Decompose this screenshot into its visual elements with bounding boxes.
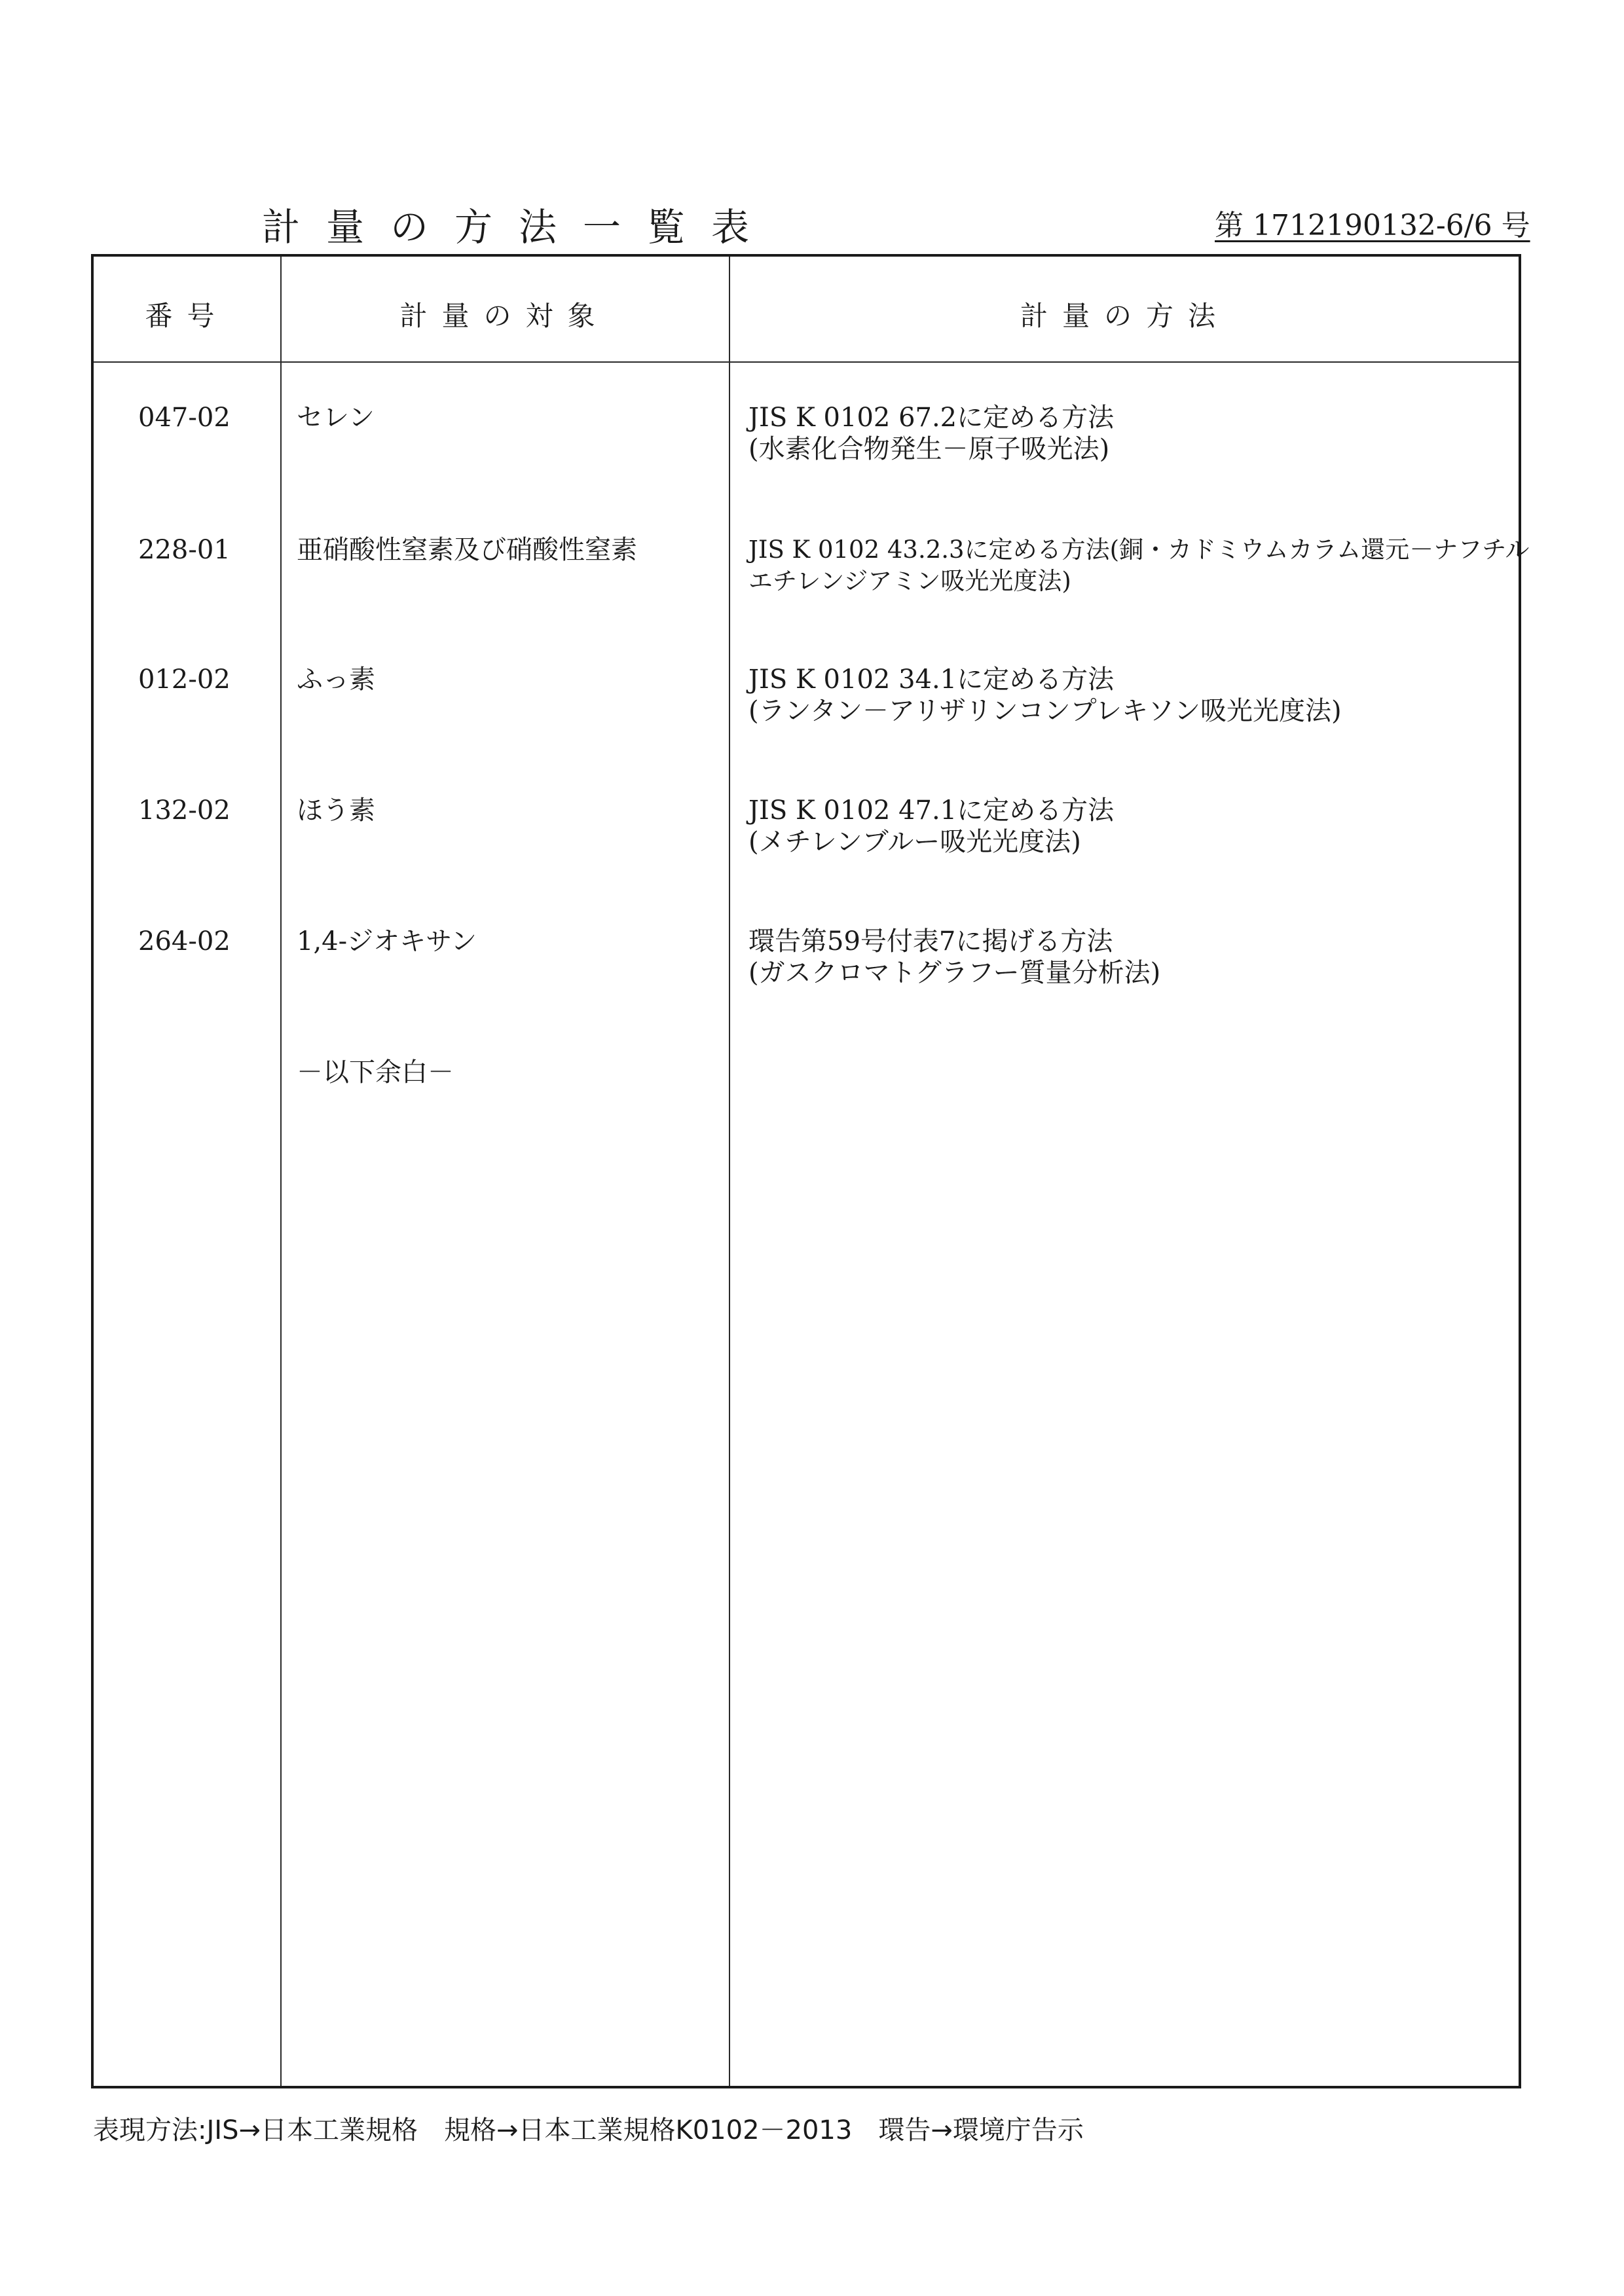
- row-number: 047-02: [138, 403, 231, 433]
- row-method-line1: JIS K 0102 47.1に定める方法: [748, 795, 1115, 826]
- row-method-line2: (水素化合物発生－原子吸光法): [748, 434, 1110, 464]
- end-of-list-mark: －以下余白－: [297, 1057, 454, 1087]
- row-target: ふっ素: [297, 665, 375, 695]
- methods-table: [91, 254, 1530, 2088]
- row-number: 012-02: [138, 665, 231, 695]
- row-number: 228-01: [138, 535, 231, 565]
- row-method-line2: (メチレンブルー吸光光度法): [748, 827, 1081, 857]
- document-number: 第 1712190132-6/6 号: [1215, 209, 1530, 242]
- header-number: 番号: [145, 300, 229, 332]
- row-method-line1: JIS K 0102 67.2に定める方法: [748, 403, 1115, 433]
- header-divider: [94, 361, 1519, 363]
- row-method-line1: 環告第59号付表7に掲げる方法: [748, 926, 1113, 957]
- row-method-line1: JIS K 0102 43.2.3に定める方法(銅・カドミウムカラム還元－ナフチル: [748, 536, 1530, 564]
- header-target: 計量の対象: [399, 300, 610, 332]
- row-method-line2: エチレンジアミン吸光光度法): [748, 567, 1071, 595]
- row-target: 1,4-ジオキサン: [297, 926, 477, 957]
- row-method-line2: (ランタン－アリザリンコンプレキソン吸光光度法): [748, 696, 1342, 726]
- row-number: 264-02: [138, 926, 231, 957]
- abbreviation-footnote: 表現方法:JIS→日本工業規格 規格→日本工業規格K0102－2013 環告→環境庁告示: [93, 2115, 1084, 2145]
- page-title: 計量の方法一覧表: [262, 205, 776, 249]
- column-divider-2: [729, 257, 730, 2086]
- row-target: 亜硝酸性窒素及び硝酸性窒素: [297, 535, 637, 565]
- row-number: 132-02: [138, 795, 231, 826]
- column-divider-1: [280, 257, 282, 2086]
- row-target: ほう素: [297, 795, 375, 826]
- row-target: セレン: [297, 403, 375, 433]
- header-method: 計量の方法: [1020, 300, 1230, 332]
- row-method-line2: (ガスクロマトグラフー質量分析法): [748, 958, 1161, 988]
- row-method-line1: JIS K 0102 34.1に定める方法: [748, 665, 1115, 695]
